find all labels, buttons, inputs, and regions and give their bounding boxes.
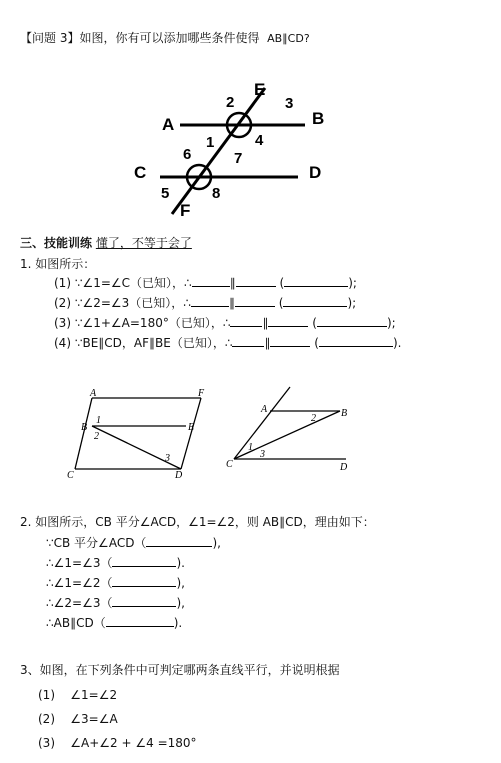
- blank-input[interactable]: [112, 594, 176, 607]
- q2-line-end: ).: [176, 556, 185, 570]
- fig3-label-A: A: [261, 404, 268, 415]
- q2-line-end: ).: [173, 616, 183, 630]
- label-6: 6: [183, 146, 192, 163]
- q2-line-text: ∴∠1=∠3（: [46, 556, 113, 570]
- fig2-label-F: F: [198, 388, 205, 399]
- label-C: C: [134, 163, 147, 182]
- q2-line-text: ∴∠1=∠2（: [46, 576, 113, 590]
- q3-item-3: [38, 735, 197, 751]
- q1-item-text: ∵∠1=∠C（已知），∴: [74, 276, 192, 290]
- q2-line-text: ∵CB 平分∠ACD（: [46, 536, 147, 550]
- q3-item-no: (3): [38, 736, 55, 750]
- q3-item-text: ∠1=∠2: [70, 688, 118, 702]
- q1-title: 1. 如图所示：: [20, 257, 96, 271]
- q2-line-1: [46, 534, 221, 551]
- fig2-label-3: 3: [165, 453, 170, 464]
- q2-line-4: [46, 594, 185, 611]
- q2-line-end: ),: [176, 596, 185, 610]
- problem3-target: AB∥CD?: [267, 32, 310, 45]
- fig2-label-B: B: [81, 422, 88, 433]
- label-E: E: [254, 80, 266, 99]
- q1-item-text: ∵∠2=∠3（已知），∴: [74, 296, 191, 310]
- q2-line-text: ∴AB∥CD（: [46, 616, 106, 630]
- q1-item-no: (1): [54, 276, 71, 290]
- problem3-text: 如图，你有可以添加哪些条件使得: [79, 31, 260, 45]
- q2-line-2: [46, 554, 185, 571]
- fig2-label-A: A: [90, 388, 97, 399]
- parallel-symbol: ∥: [229, 276, 236, 290]
- segment-ac: [75, 398, 92, 469]
- q1-item-no: (3): [54, 316, 71, 330]
- section3-slogan: 懂了，不等于会了: [95, 236, 192, 250]
- label-3: 3: [285, 95, 294, 112]
- label-D: D: [309, 163, 322, 182]
- q1-item-no: (4): [54, 336, 71, 350]
- q2-line-3: [46, 574, 185, 591]
- q3-item-2: [38, 711, 118, 727]
- fig3-label-3: 3: [260, 449, 265, 460]
- q1-item-3: (3) ∵∠1+∠A=180°（已知），∴ ∥ ( );: [54, 316, 396, 330]
- q1-item-text: ∵BE∥CD，AF∥BE（已知），∴: [74, 336, 233, 350]
- label-2: 2: [226, 94, 235, 111]
- q3-item-text: ∠A+∠2 + ∠4 =180°: [70, 736, 197, 750]
- fig3-label-D: D: [340, 462, 348, 473]
- q3-item-1: [38, 687, 117, 703]
- q2-title: 2. 如图所示，CB 平分∠ACD，∠1=∠2，则 AB∥CD，理由如下：: [20, 515, 375, 529]
- blank-input[interactable]: [112, 554, 176, 567]
- blank-input[interactable]: [146, 534, 212, 547]
- label-1: 1: [206, 134, 215, 151]
- q2-line-end: ),: [212, 536, 221, 550]
- q2-line-5: [46, 614, 182, 631]
- label-8: 8: [212, 185, 221, 202]
- fig3-label-2: 2: [311, 413, 316, 424]
- problem3-label: 【问题 3】: [20, 31, 80, 45]
- q3-title: 3、如图，在下列条件中可判定哪两条直线平行，并说明根据: [20, 663, 340, 677]
- label-B: B: [312, 109, 325, 128]
- q2-line-end: ),: [176, 576, 185, 590]
- blank-input[interactable]: [106, 614, 174, 627]
- q3-item-no: (1): [38, 688, 55, 702]
- q1-item-text: ∵∠1+∠A=180°（已知），∴: [74, 316, 231, 330]
- q1-item-1: (1) ∵∠1=∠C（已知），∴ ∥ ( );: [54, 276, 357, 290]
- label-F: F: [180, 201, 191, 220]
- label-4: 4: [255, 132, 264, 149]
- fig2-label-2: 2: [94, 431, 99, 442]
- fig2-label-C: C: [67, 470, 74, 481]
- label-A: A: [162, 115, 175, 134]
- parallel-symbol: ∥: [264, 336, 271, 350]
- q1-item-no: (2): [54, 296, 71, 310]
- section3-heading: 三、技能训练: [20, 236, 93, 250]
- label-7: 7: [234, 150, 243, 167]
- q1-item-4: (4) ∵BE∥CD，AF∥BE（已知），∴ ∥ ( ).: [54, 336, 402, 350]
- parallel-symbol: ∥: [228, 296, 235, 310]
- fig3-label-B: B: [341, 408, 348, 419]
- q3-item-text: ∠3=∠A: [70, 712, 118, 726]
- q1-item-2: (2) ∵∠2=∠3（已知），∴ ∥ ( );: [54, 296, 357, 310]
- fig3-label-C: C: [226, 459, 233, 470]
- fig2-label-D: D: [175, 470, 183, 481]
- blank-input[interactable]: [112, 574, 176, 587]
- q2-line-text: ∴∠2=∠3（: [46, 596, 113, 610]
- fig2-label-E: E: [188, 422, 195, 433]
- segment-fd: [181, 398, 201, 469]
- fig2-label-1: 1: [96, 415, 101, 426]
- label-5: 5: [161, 185, 170, 202]
- fig3-label-1: 1: [248, 442, 253, 453]
- q3-item-no: (2): [38, 712, 55, 726]
- parallel-symbol: ∥: [262, 316, 269, 330]
